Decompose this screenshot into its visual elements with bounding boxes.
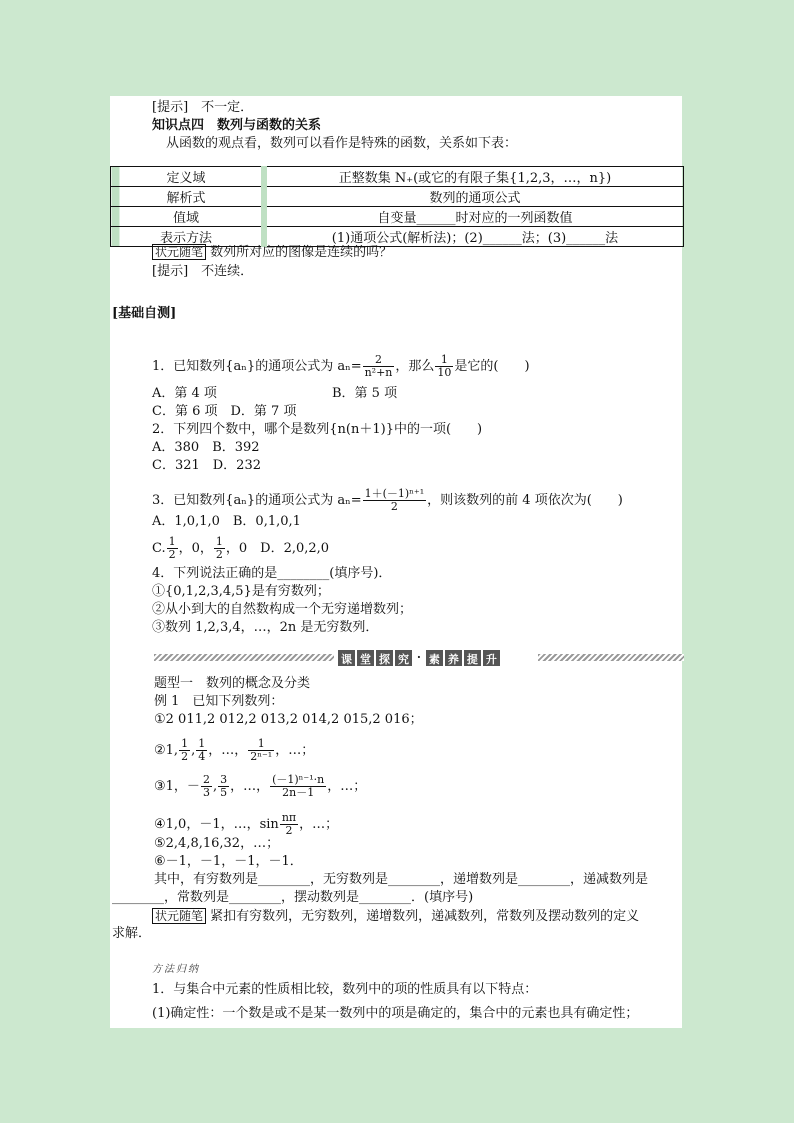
fraction (218, 774, 229, 799)
question-3 (152, 488, 623, 513)
question-1 (152, 354, 530, 379)
item-text: ，…； (275, 743, 315, 758)
tip-line (152, 244, 392, 261)
banner-hatch (154, 654, 334, 661)
numerator: 1 (181, 737, 189, 750)
item-text: ④1,0，－1，…，sin (154, 817, 279, 832)
option-line: A．380 B．392 (152, 440, 260, 455)
method-heading: 方法归纳 (152, 964, 200, 975)
denominator: 3 (202, 786, 210, 799)
option-text: ，0 D．2,0,2,0 (225, 541, 330, 556)
denominator: 2 (181, 750, 189, 763)
fraction (214, 536, 225, 561)
banner-char: · (417, 651, 421, 664)
option-line: A．1,0,1,0 B．0,1,0,1 (152, 514, 301, 529)
table-cell: 数列的通项公式 (264, 187, 684, 207)
hint-text: [提示] 不连续． (152, 264, 254, 279)
denominator: 2 (215, 548, 223, 561)
option-line (152, 386, 398, 402)
section-heading: 知识点四 数列与函数的关系 (152, 118, 322, 133)
banner-char: 探 (376, 650, 393, 666)
banner-hatch (538, 654, 684, 661)
denominator: 2 (285, 824, 293, 837)
statement: ①{0,1,2,3,4,5}是有穷数列； (152, 584, 330, 599)
question-text: 其中，有穷数列是________，无穷数列是________，递增数列是________，递减数列是 (154, 872, 649, 887)
numerator: 1 (198, 737, 206, 750)
paragraph: (1)确定性：一个数是或不是某一数列中的项是确定的，集合中的元素也具有确定性； (152, 1006, 639, 1021)
denominator: n²+n (364, 366, 393, 379)
option-text: B．第 5 项 (332, 386, 398, 401)
denominator: 5 (220, 786, 228, 799)
table-cell: 表示方法 (111, 227, 265, 247)
fraction (167, 536, 178, 561)
example-title: 例 1 已知下列数列： (154, 694, 284, 709)
option-line: C．321 D．232 (152, 458, 261, 473)
question-text: ，则该数列的前 4 项依次为( ) (427, 493, 623, 508)
tip-text: 求解． (112, 926, 152, 941)
numerator: 1 (435, 354, 453, 367)
question-2: 2．下列四个数中，哪个是数列{n(n＋1)}中的一项( ) (152, 422, 483, 437)
sequence-item: ①2 011,2 012,2 013,2 014,2 015,2 016； (154, 712, 423, 727)
fraction (248, 738, 274, 763)
hint-text: [提示] 不一定． (152, 100, 254, 115)
numerator: 2 (363, 354, 395, 367)
numerator: (－1)ⁿ⁻¹·n (272, 773, 325, 786)
fraction (196, 738, 207, 763)
item-text: ③1，－ (154, 779, 200, 794)
denominator: 2 (390, 500, 398, 513)
question-4: 4．下列说法正确的是________(填序号)． (152, 566, 392, 581)
item-text: ②1, (154, 743, 179, 758)
question-text: 1．已知数列{aₙ}的通项公式为 aₙ= (152, 359, 362, 374)
tip-tag: 状元随笔 (152, 244, 206, 260)
section-banner (154, 650, 684, 666)
statement: ③数列 1,2,3,4，…，2n 是无穷数列． (152, 620, 379, 635)
section-heading: [基础自测] (112, 306, 177, 321)
denominator: 10 (437, 366, 452, 379)
fraction (179, 738, 190, 763)
banner-char: 提 (464, 650, 481, 666)
item-text: ，…； (299, 817, 339, 832)
fraction (280, 812, 298, 837)
denominator: 4 (198, 750, 206, 763)
table-cell: 正整数集 N₊(或它的有限子集{1,2,3，…，n}) (264, 167, 684, 187)
paragraph: 1．与集合中元素的性质相比较，数列中的项的性质具有以下特点： (152, 982, 538, 997)
numerator: 1 (215, 535, 223, 548)
banner-char: 课 (338, 650, 355, 666)
banner-char: 究 (395, 650, 412, 666)
paragraph: 从函数的观点看，数列可以看作是特殊的函数，关系如下表： (166, 136, 518, 151)
numerator: 2 (202, 773, 210, 786)
denominator: 2n－1 (282, 786, 315, 799)
sequence-item (154, 812, 338, 837)
tip-line (152, 908, 639, 925)
item-text: ，…， (230, 779, 270, 794)
numerator: 1 (248, 738, 274, 751)
fraction (435, 354, 453, 379)
table-cell: 解析式 (111, 187, 265, 207)
section-heading: 题型一 数列的概念及分类 (154, 676, 311, 691)
table-cell: 定义域 (111, 167, 265, 187)
option-line: C．第 6 项 D．第 7 项 (152, 404, 297, 419)
fraction (363, 488, 427, 513)
numerator: 1 (168, 535, 176, 548)
question-text: 是它的( ) (454, 359, 530, 374)
banner-char: 养 (445, 650, 462, 666)
table-row (111, 187, 684, 207)
item-text: ，…； (327, 779, 367, 794)
option-text: A．第 4 项 (152, 386, 217, 401)
question-text: 3．已知数列{aₙ}的通项公式为 aₙ= (152, 493, 362, 508)
numerator: 1＋(－1)ⁿ⁺¹ (364, 487, 425, 500)
function-relation-table (110, 166, 684, 247)
document-page (110, 96, 682, 1028)
question-text: ，那么 (395, 359, 435, 374)
table-cell: 自变量______时对应的一列函数值 (264, 207, 684, 227)
question-text: ________，常数列是________，摆动数列是________．(填序号) (112, 890, 474, 905)
sequence-item: ③1，－ $\frac{2}{3}$ , $\frac{3}{5}$ ，…， $\frac{\text{(－1)ⁿ⁻¹·n}}{2n-1}$ ，…； (154, 773, 367, 799)
table-row (111, 167, 684, 187)
sequence-item: ⑤2,4,8,16,32，…； (154, 836, 280, 851)
tip-tag: 状元随笔 (152, 908, 206, 924)
banner-title (338, 650, 500, 666)
table-row (111, 207, 684, 227)
option-text: ，0， (178, 541, 213, 556)
option-line (152, 536, 329, 561)
tip-text: 紧扣有穷数列，无穷数列，递增数列，递减数列，常数列及摆动数列的定义 (210, 909, 640, 924)
sequence-item: ②1, $\frac{1}{2}$ , $\frac{1}{4}$ ，…， $\frac{1}{\text{2ⁿ⁻¹}}$ ，…； (154, 737, 315, 763)
table-cell: 值域 (111, 207, 265, 227)
banner-char: 堂 (357, 650, 374, 666)
option-text: C. (152, 541, 166, 556)
fraction (270, 774, 326, 799)
sequence-item: ⑥－1，－1，－1，－1． (154, 854, 303, 869)
fraction (201, 774, 212, 799)
item-text: ，…， (208, 743, 248, 758)
fraction (363, 354, 395, 379)
numerator: nπ (281, 811, 297, 824)
denominator: 2ⁿ⁻¹ (250, 750, 273, 763)
tip-text: 数列所对应的图像是连续的吗？ (210, 245, 393, 260)
banner-char: 素 (426, 650, 443, 666)
statement: ②从小到大的自然数构成一个无穷递增数列； (152, 602, 413, 617)
table-cell: (1)通项公式(解析法)；(2)______法；(3)______法 (264, 227, 684, 247)
banner-char: 升 (483, 650, 500, 666)
numerator: 3 (220, 773, 228, 786)
denominator: 2 (168, 548, 176, 561)
